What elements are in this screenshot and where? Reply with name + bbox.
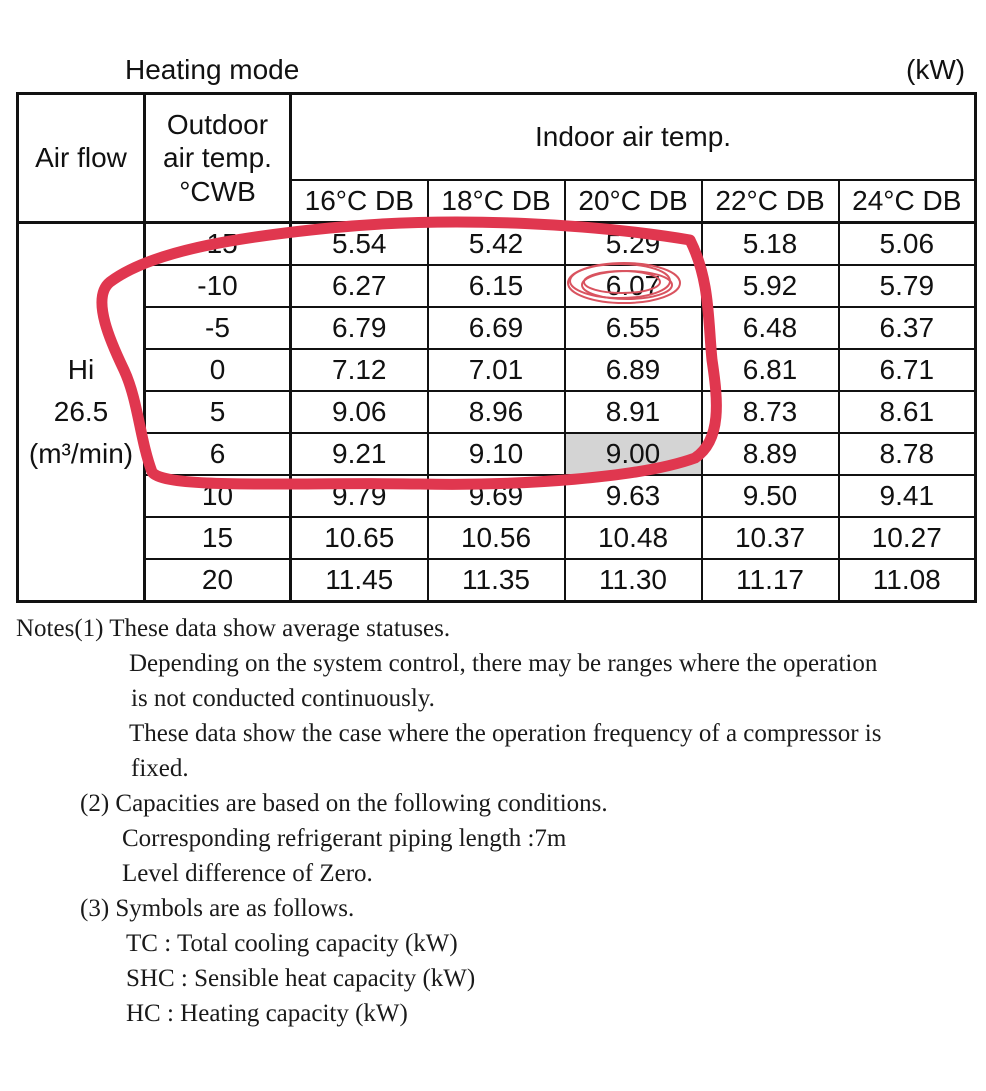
note-3-title: (3) Symbols are as follows.: [80, 895, 355, 922]
capacity-cell: 5.29: [565, 223, 702, 266]
indoor-temp-header: Indoor air temp.: [291, 94, 976, 181]
note-3-tc: TC : Total cooling capacity (kW): [126, 930, 458, 957]
note-1-line-5: fixed.: [131, 755, 189, 782]
capacity-cell: 9.06: [291, 391, 428, 433]
capacity-cell: 9.79: [291, 475, 428, 517]
capacity-cell: 9.41: [839, 475, 976, 517]
outdoor-temp-cell: 10: [145, 475, 291, 517]
capacity-cell: 8.73: [702, 391, 839, 433]
outdoor-header-line-3: °CWB: [179, 175, 256, 207]
capacity-cell: 11.35: [428, 559, 565, 602]
capacity-cell: 6.27: [291, 265, 428, 307]
capacity-cell: 11.08: [839, 559, 976, 602]
capacity-cell: 10.27: [839, 517, 976, 559]
outdoor-temp-cell: -5: [145, 307, 291, 349]
outdoor-temp-cell: 5: [145, 391, 291, 433]
note-1-title: Notes(1) These data show average statuses.: [16, 615, 451, 642]
note-3-hc: HC : Heating capacity (kW): [126, 1000, 408, 1027]
note-2-title: (2) Capacities are based on the following conditions.: [80, 790, 608, 817]
capacity-cell: 6.55: [565, 307, 702, 349]
airflow-level: Hi: [67, 354, 95, 385]
capacity-cell: 10.56: [428, 517, 565, 559]
note-3-shc: SHC : Sensible heat capacity (kW): [126, 965, 476, 992]
capacity-cell: 10.37: [702, 517, 839, 559]
indoor-col-20: 20°C DB: [565, 180, 702, 223]
airflow-rate: 26.5: [53, 396, 109, 427]
note-1-line-4: These data show the case where the operation frequency of a compressor is: [129, 720, 882, 747]
capacity-cell: 6.71: [839, 349, 976, 391]
capacity-cell: 5.79: [839, 265, 976, 307]
capacity-cell: 9.69: [428, 475, 565, 517]
note-2-line-2: Corresponding refrigerant piping length :7m: [122, 825, 567, 852]
capacity-cell: 8.96: [428, 391, 565, 433]
airflow-value: [18, 223, 145, 602]
capacity-cell: 5.06: [839, 223, 976, 266]
indoor-col-16: 16°C DB: [291, 180, 428, 223]
capacity-cell: 11.45: [291, 559, 428, 602]
indoor-col-22: 22°C DB: [702, 180, 839, 223]
indoor-col-18: 18°C DB: [428, 180, 565, 223]
outdoor-temp-cell: -15: [145, 223, 291, 266]
airflow-unit: (m³/min): [28, 438, 134, 469]
capacity-cell: 8.61: [839, 391, 976, 433]
outdoor-temp-cell: 6: [145, 433, 291, 475]
unit-label: (kW): [906, 54, 966, 85]
airflow-header: Air flow: [18, 94, 145, 223]
capacity-cell: 6.81: [702, 349, 839, 391]
capacity-cell: 5.92: [702, 265, 839, 307]
capacity-cell: 6.79: [291, 307, 428, 349]
capacity-cell: 8.89: [702, 433, 839, 475]
capacity-cell: 10.48: [565, 517, 702, 559]
outdoor-temp-header: [145, 94, 291, 223]
table-caption: Heating mode: [125, 54, 300, 85]
capacity-cell: 7.01: [428, 349, 565, 391]
capacity-cell: 8.78: [839, 433, 976, 475]
note-2-line-3: Level difference of Zero.: [122, 860, 373, 887]
capacity-cell: 6.37: [839, 307, 976, 349]
outdoor-header-line-2: air temp.: [163, 142, 272, 174]
capacity-cell: 8.91: [565, 391, 702, 433]
capacity-cell: 5.54: [291, 223, 428, 266]
indoor-col-24: 24°C DB: [839, 180, 976, 223]
capacity-cell: 5.42: [428, 223, 565, 266]
note-1-line-3: is not conducted continuously.: [131, 685, 435, 712]
capacity-cell: 11.30: [565, 559, 702, 602]
note-1-line-2: Depending on the system control, there may be ranges where the operation: [129, 650, 878, 677]
heating-capacity-table: [16, 92, 977, 603]
capacity-cell: 5.18: [702, 223, 839, 266]
capacity-cell: 6.48: [702, 307, 839, 349]
outdoor-temp-cell: 20: [145, 559, 291, 602]
capacity-cell: 7.12: [291, 349, 428, 391]
capacity-cell-highlighted: 6.07: [565, 265, 702, 307]
capacity-cell: 9.10: [428, 433, 565, 475]
capacity-cell: 6.69: [428, 307, 565, 349]
outdoor-temp-cell: 0: [145, 349, 291, 391]
outdoor-temp-cell: -10: [145, 265, 291, 307]
capacity-cell: 9.50: [702, 475, 839, 517]
capacity-cell: 9.63: [565, 475, 702, 517]
capacity-cell: 10.65: [291, 517, 428, 559]
outdoor-temp-cell: 15: [145, 517, 291, 559]
capacity-cell: 6.15: [428, 265, 565, 307]
capacity-cell-shaded: 9.00: [565, 433, 702, 475]
capacity-cell: 11.17: [702, 559, 839, 602]
capacity-cell: 6.89: [565, 349, 702, 391]
outdoor-header-line-1: Outdoor: [166, 108, 269, 140]
capacity-cell: 9.21: [291, 433, 428, 475]
